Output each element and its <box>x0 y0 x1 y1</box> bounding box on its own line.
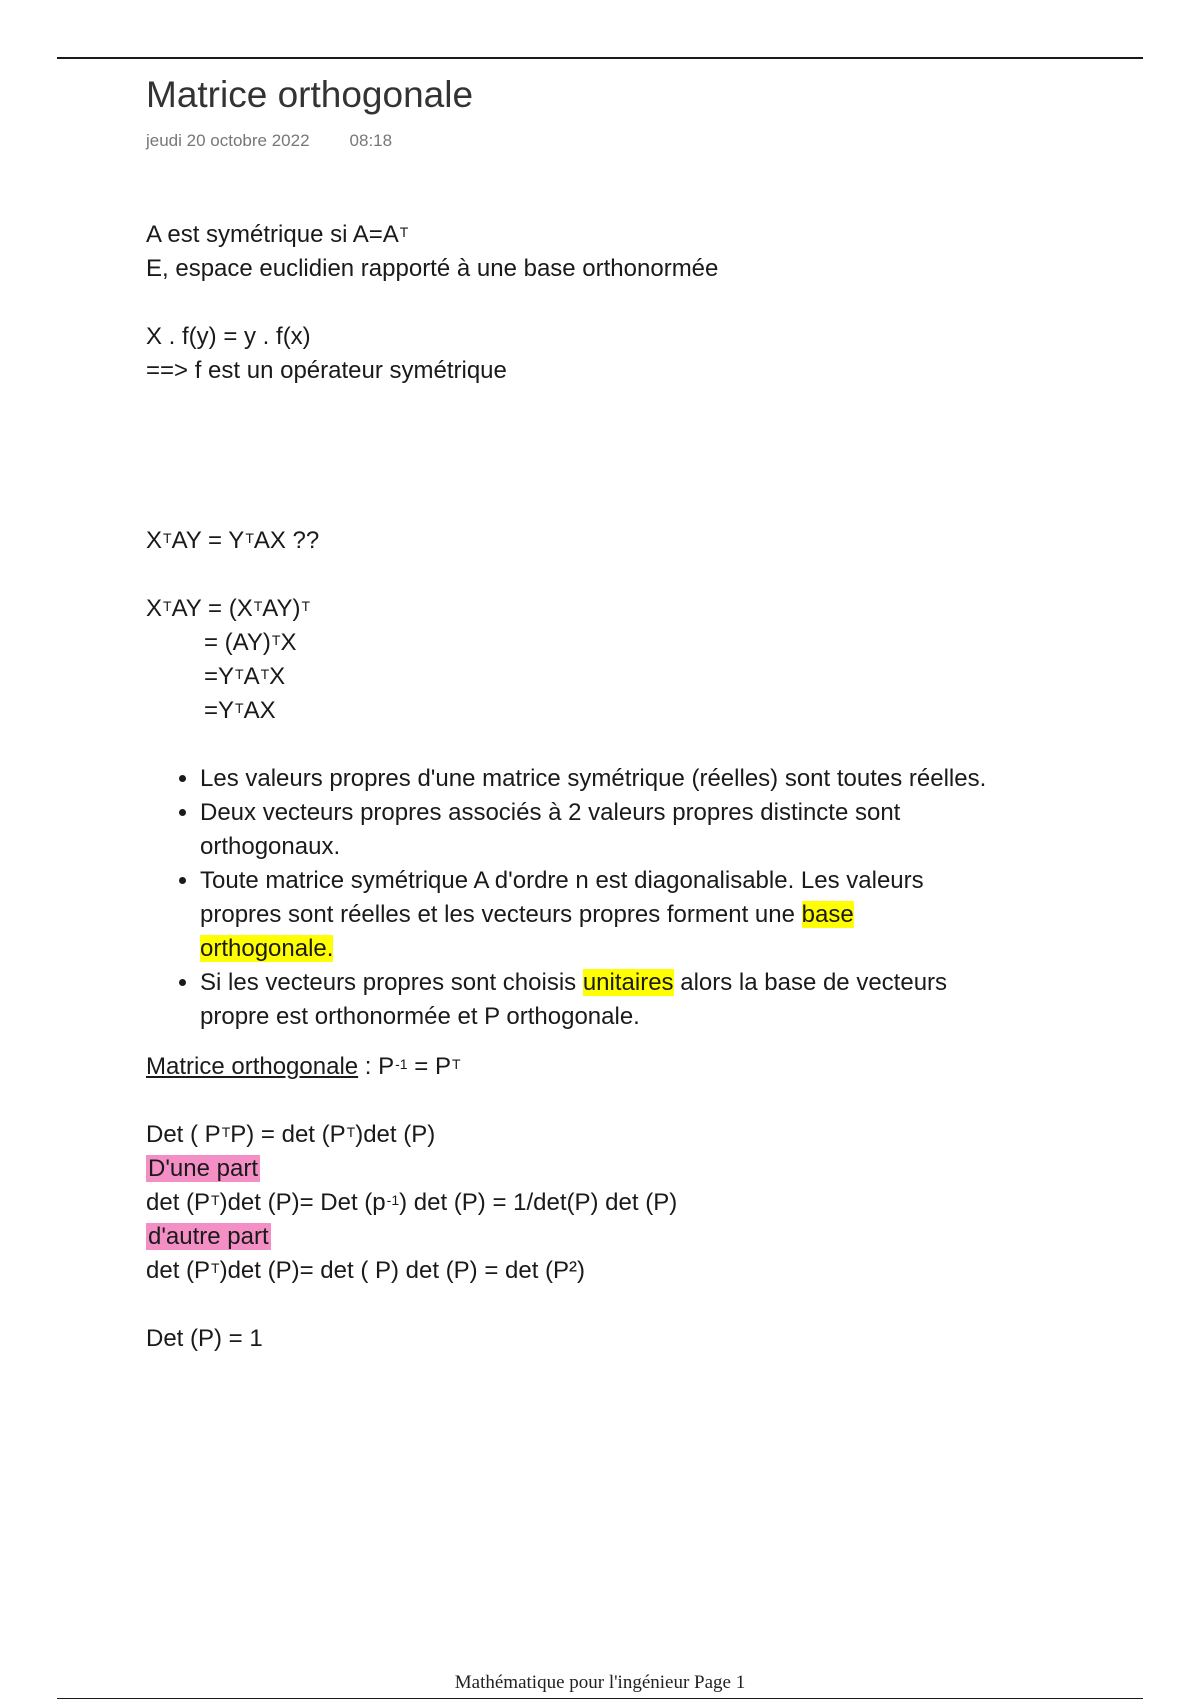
bullet-text <box>200 932 1086 966</box>
list-item <box>200 966 1086 1034</box>
definition-label: Matrice orthogonale <box>146 1053 359 1080</box>
eq-text: AX <box>243 697 276 724</box>
bullet-text: orthogonaux. <box>200 833 341 860</box>
eq-text: AY = (X <box>171 595 253 622</box>
derivation-line-2 <box>146 626 1086 660</box>
bullet-text: • Les valeurs propres d'une matrice symétrique (réelles) sont toutes réelles. <box>200 765 987 792</box>
eq-text: AY) <box>262 595 301 622</box>
highlight-yellow: unitaires <box>582 969 674 996</box>
euclidean-space-line: E, espace euclidien rapporté à une base orthonormée <box>146 255 719 282</box>
bullet-text <box>200 898 1086 932</box>
symmetric-text: A est symétrique si A=A <box>146 221 399 248</box>
superscript-t: T <box>271 632 281 648</box>
bullet-text-part: Si les vecteurs propres sont choisis <box>200 969 583 996</box>
top-rule <box>57 57 1143 59</box>
superscript-minus-one: -1 <box>386 1192 400 1208</box>
superscript-t: T <box>451 1056 461 1072</box>
symmetric-definition <box>146 218 1086 252</box>
superscript-t: T <box>245 530 254 546</box>
part-one-line <box>146 1152 1086 1186</box>
symmetric-operator-line: ==> f est un opérateur symétrique <box>146 357 507 384</box>
note-body <box>146 218 1086 1356</box>
superscript-t: T <box>163 598 172 614</box>
eq-text: X <box>269 663 286 690</box>
bullet-text-part: alors la base de vecteurs <box>673 969 948 996</box>
superscript-t: T <box>235 700 244 716</box>
orthogonal-definition <box>146 1050 1086 1084</box>
eq-text: X <box>146 595 163 622</box>
eq-text: =Y <box>204 697 235 724</box>
superscript-t: T <box>211 1192 220 1208</box>
list-item <box>200 796 1086 864</box>
bullet-text: • Deux vecteurs propres associés à 2 valeurs propres distincte sont <box>200 799 901 826</box>
eq-text: )det (P)= Det (p <box>219 1189 386 1216</box>
eq-text: X <box>146 527 163 554</box>
highlight-pink: D'une part <box>148 1155 258 1182</box>
superscript-t: T <box>301 598 311 614</box>
proof-line-1 <box>146 1118 1086 1152</box>
eq-text: =Y <box>204 663 235 690</box>
bottom-rule <box>57 1698 1143 1699</box>
eq-text: AX ?? <box>253 527 320 554</box>
list-item <box>200 864 1086 966</box>
page-meta <box>146 131 392 151</box>
superscript-t: T <box>253 598 263 614</box>
bullet-text <box>200 966 1086 1000</box>
superscript-t: T <box>346 1124 356 1140</box>
eq-text: = (AY) <box>204 629 271 656</box>
page-date: jeudi 20 octobre 2022 <box>146 131 310 150</box>
part-two-line <box>146 1220 1086 1254</box>
eq-text: Det ( P <box>146 1121 221 1148</box>
eq-text: AY = Y <box>171 527 245 554</box>
proof-line-3 <box>146 1254 1086 1288</box>
superscript-t: T <box>221 1124 231 1140</box>
page-time: 08:18 <box>349 131 393 150</box>
page-footer: Mathématique pour l'ingénieur Page 1 <box>454 1672 746 1693</box>
eq-text: P) = det (P <box>230 1121 346 1148</box>
derivation-line-3 <box>146 660 1086 694</box>
superscript-t: T <box>163 530 172 546</box>
page-title: Matrice orthogonale <box>146 74 474 115</box>
highlight-pink: d'autre part <box>148 1223 269 1250</box>
eq-text: )det (P) <box>355 1121 436 1148</box>
proof-line-2 <box>146 1186 1086 1220</box>
superscript-t: T <box>211 1260 220 1276</box>
eq-text: X <box>280 629 297 656</box>
eq-text: det (P <box>146 1189 211 1216</box>
conclusion-line: Det (P) = 1 <box>146 1325 263 1352</box>
superscript-minus-one: -1 <box>395 1056 408 1072</box>
bullet-text-part: propres sont réelles et les vecteurs propres forment une <box>200 901 802 928</box>
highlight-yellow: base <box>801 901 854 928</box>
eq-text: )det (P)= det ( P) det (P) = det (P²) <box>219 1257 586 1284</box>
superscript-t: T <box>260 666 270 682</box>
question-equation <box>146 524 1086 558</box>
eq-text: det (P <box>146 1257 211 1284</box>
list-item <box>200 762 1086 796</box>
bullet-text: propre est orthonormée et P orthogonale. <box>200 1003 640 1030</box>
derivation-line-4 <box>146 694 1086 728</box>
eq-text: : P <box>358 1053 395 1080</box>
highlight-yellow: orthogonale. <box>200 935 334 962</box>
dot-product-line: X . f(y) = y . f(x) <box>146 323 311 350</box>
superscript-t: T <box>399 224 409 240</box>
eq-text: = P <box>407 1053 451 1080</box>
superscript-t: T <box>235 666 244 682</box>
eq-text: A <box>243 663 260 690</box>
bullet-text: • Toute matrice symétrique A d'ordre n est diagonalisable. Les valeurs <box>200 867 924 894</box>
eq-text: ) det (P) = 1/det(P) det (P) <box>399 1189 678 1216</box>
properties-list <box>146 762 1086 1034</box>
derivation-line-1 <box>146 592 1086 626</box>
